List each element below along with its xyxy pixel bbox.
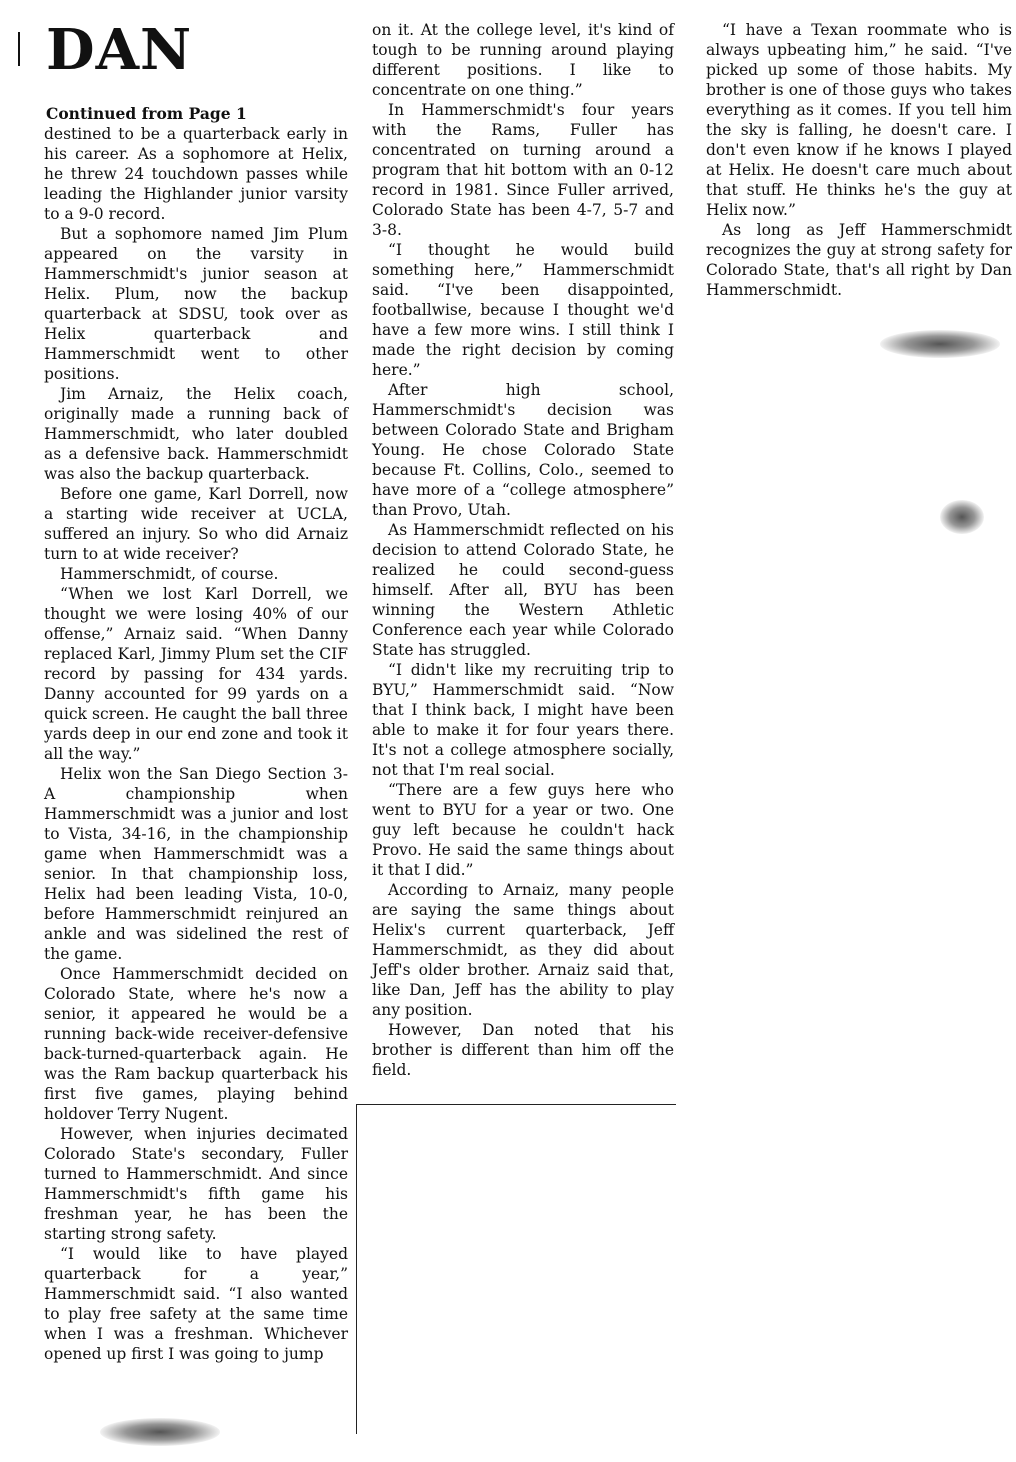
paragraph: “When we lost Karl Dorrell, we thought we were losing 40% of our offense,” Arnaiz said. “When Danny replaced Karl, Jimmy Plum set the CIF record by passing for 434 yards. Danny accounted for 99 yards on a quick screen. He caught the ball three yards deep in our end zone and took it all the way.” bbox=[44, 585, 348, 763]
paragraph: Jim Arnaiz, the Helix coach, originally made a running back of Hammerschmidt, who later doubled as a defensive back. Hammerschmidt was also the backup quarterback. bbox=[44, 385, 348, 483]
scan-smudge bbox=[940, 500, 984, 534]
article-column-1 bbox=[44, 124, 348, 1364]
paragraph: However, Dan noted that his brother is different than him off the field. bbox=[372, 1021, 674, 1079]
edge-rule bbox=[18, 32, 20, 66]
headline: DAN bbox=[46, 17, 193, 83]
paragraph: Helix won the San Diego Section 3-A championship when Hammerschmidt was a junior and lost to Vista, 34-16, in the championship game when Hammerschmidt was a senior. In that championship loss, Helix had been leading Vista, 10-0, before Hammerschmidt reinjured an ankle and was sidelined the rest of the game. bbox=[44, 765, 348, 963]
paragraph: As Hammerschmidt reflected on his decision to attend Colorado State, he realized he could second-guess himself. After all, BYU has been winning the Western Athletic Conference each year while Colorado State has struggled. bbox=[372, 521, 674, 659]
paragraph: destined to be a quarterback early in his career. As a sophomore at Helix, he threw 24 touchdown passes while leading the Highlander junior varsity to a 9-0 record. bbox=[44, 125, 348, 223]
paragraph: “There are a few guys here who went to BYU for a year or two. One guy left because he couldn't hack Provo. He said the same things about it that I did.” bbox=[372, 781, 674, 879]
paragraph: As long as Jeff Hammerschmidt recognizes the guy at strong safety for Colorado State, that's all right by Dan Hammerschmidt. bbox=[706, 221, 1012, 299]
scan-smudge bbox=[100, 1418, 220, 1446]
column-end-rule bbox=[356, 1104, 676, 1105]
paragraph: After high school, Hammerschmidt's decision was between Colorado State and Brigham Young. He chose Colorado State because Ft. Collins, Colo., seemed to have more of a “college atmosphere” than Provo, Utah. bbox=[372, 381, 674, 519]
paragraph: Once Hammerschmidt decided on Colorado State, where he's now a senior, it appeared he would be a running back-wide receiver-defensive back-turned-quarterback again. He was the Ram backup quarterback his first five games, playing behind holdover Terry Nugent. bbox=[44, 965, 348, 1123]
paragraph: But a sophomore named Jim Plum appeared on the varsity in Hammerschmidt's junior season at Helix. Plum, now the backup quarterback at SDSU, took over as Helix quarterback and Hammerschmidt went to other positions. bbox=[44, 225, 348, 383]
paragraph: “I would like to have played quarterback for a year,” Hammerschmidt said. “I also wanted to play free safety at the same time when I was a freshman. Whichever opened up first I was going to jump bbox=[44, 1245, 348, 1363]
column-divider bbox=[356, 1104, 357, 1434]
paragraph: on it. At the college level, it's kind of tough to be running around playing different positions. I like to concentrate on one thing.” bbox=[372, 21, 674, 99]
paragraph: “I didn't like my recruiting trip to BYU,” Hammerschmidt said. “Now that I think back, I might have been able to make it for four years there. It's not a college atmosphere socially, not that I'm real social. bbox=[372, 661, 674, 779]
article-column-3 bbox=[706, 20, 1012, 300]
article-column-2 bbox=[372, 20, 674, 1080]
paragraph: In Hammerschmidt's four years with the Rams, Fuller has concentrated on turning around a program that hit bottom with an 0-12 record in 1981. Since Fuller arrived, Colorado State has been 4-7, 5-7 and 3-8. bbox=[372, 101, 674, 239]
paragraph: However, when injuries decimated Colorado State's secondary, Fuller turned to Hammerschmidt. And since Hammerschmidt's fifth game his freshman year, he has been the starting strong safety. bbox=[44, 1125, 348, 1243]
paragraph: According to Arnaiz, many people are saying the same things about Helix's current quarterback, Jeff Hammerschmidt, as they did about Jeff's older brother. Arnaiz said that, like Dan, Jeff has the ability to play any position. bbox=[372, 881, 674, 1019]
paragraph: Before one game, Karl Dorrell, now a starting wide receiver at UCLA, suffered an injury. So who did Arnaiz turn to at wide receiver? bbox=[44, 485, 348, 563]
paragraph: “I thought he would build something here,” Hammerschmidt said. “I've been disappointed, footballwise, because I thought we'd have a few more wins. I still think I made the right decision by coming here.” bbox=[372, 241, 674, 379]
paragraph: “I have a Texan roommate who is always upbeating him,” he said. “I've picked up some of those habits. My brother is one of those guys who takes everything as it comes. If you tell him the sky is falling, he doesn't care. I don't even know if he knows I played at Helix. He doesn't care much about that stuff. He thinks he's the guy at Helix now.” bbox=[706, 21, 1012, 219]
scan-smudge bbox=[880, 330, 1000, 358]
continued-line: Continued from Page 1 bbox=[46, 104, 247, 123]
paragraph: Hammerschmidt, of course. bbox=[60, 565, 279, 583]
